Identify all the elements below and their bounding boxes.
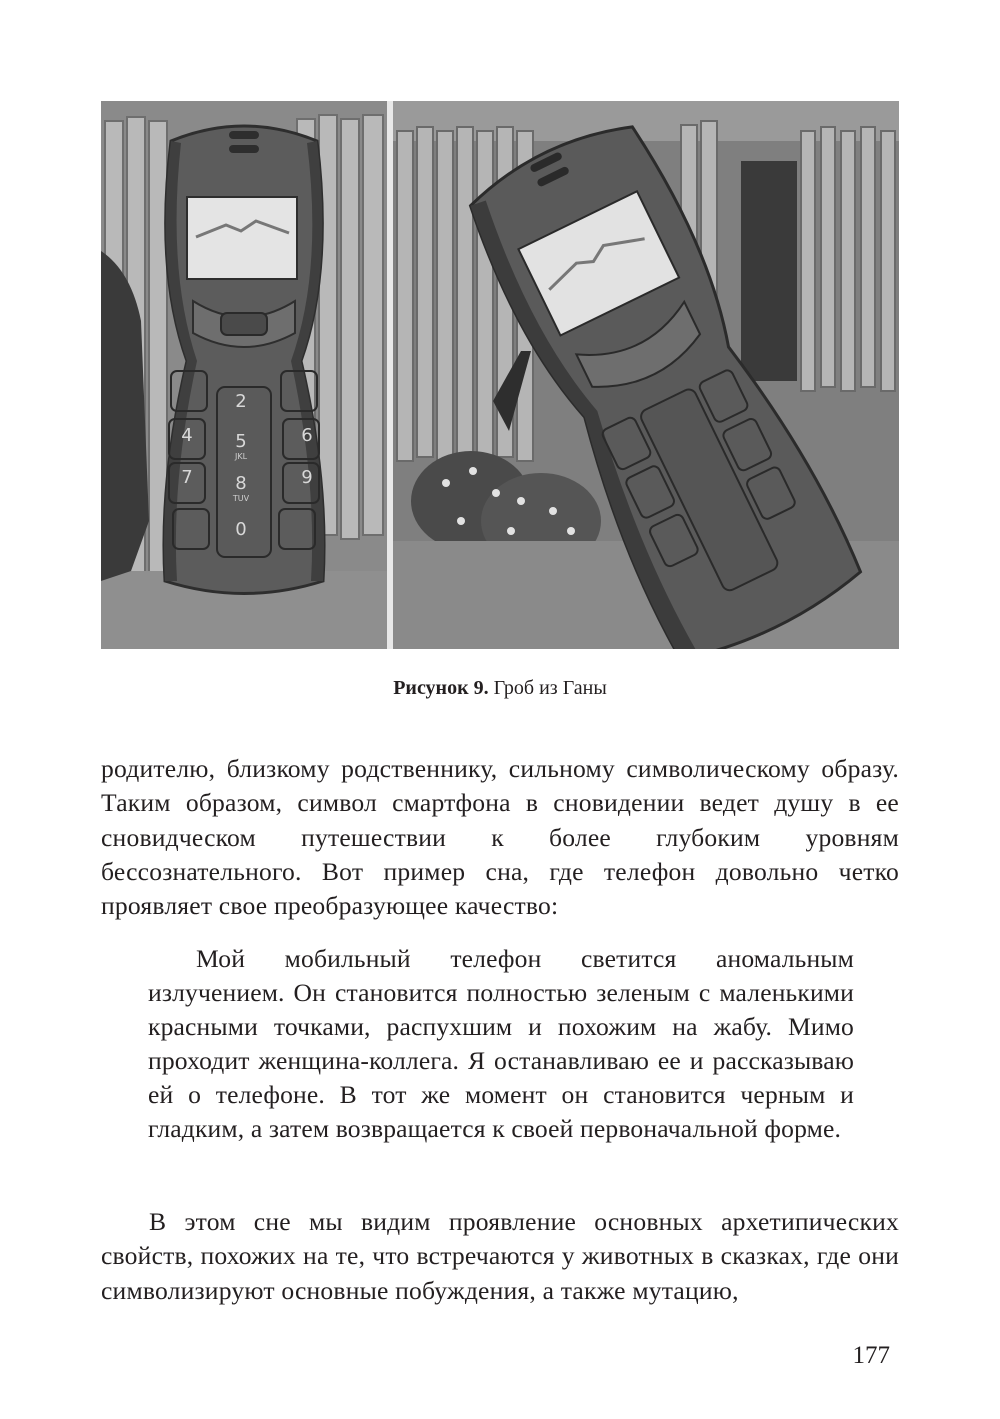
left-phone-key-9: 9	[301, 467, 313, 488]
left-phone-key-8-letters: TUV	[232, 494, 250, 503]
phone-coffin-photo	[101, 101, 899, 649]
right-panel	[393, 101, 899, 649]
figure-label: Рисунок 9.	[393, 677, 489, 699]
paragraph-1: родителю, близкому родственнику, сильному символическому образу. Таким образом, символ смартфона в сновидении ведет душу в ее сновидческом путешествии к более глубоким уровням бессознательного. Вот пример сна, где телефон довольно четко проявляет свое преобразующее качество:	[101, 754, 899, 921]
left-phone-key-5-letters: JKL	[234, 452, 248, 461]
left-phone-key-4: 4	[181, 425, 193, 446]
paragraph-2: В этом сне мы видим проявление основных архетипических свойств, похожих на те, что встречаются у животных в сказках, где они символизируют основные побуждения, а также мутацию,	[101, 1207, 899, 1305]
figure-caption-text: Гроб из Ганы	[493, 677, 607, 699]
dream-quote: Мой мобильный телефон светится аномальным излучением. Он становится полностью зеленым с маленькими красными точками, распухшим и похожим на жабу. Мимо проходит женщина-коллега. Я останавливаю ее и рассказываю ей о телефоне. В тот же момент он становится черным и гладким, а затем возвращается к своей первоначальной форме.	[148, 944, 854, 1144]
left-phone-key-2: 2	[235, 391, 247, 412]
left-phone-key-6: 6	[301, 425, 313, 446]
page-number: 177	[852, 1342, 890, 1369]
left-phone-key-8: 8	[235, 473, 247, 494]
left-phone-key-0: 0	[235, 519, 247, 540]
figure-caption	[101, 674, 899, 702]
left-panel	[101, 101, 387, 649]
figure-photo	[101, 101, 899, 649]
left-phone-key-5: 5	[235, 431, 247, 452]
left-phone-key-7: 7	[181, 467, 193, 488]
